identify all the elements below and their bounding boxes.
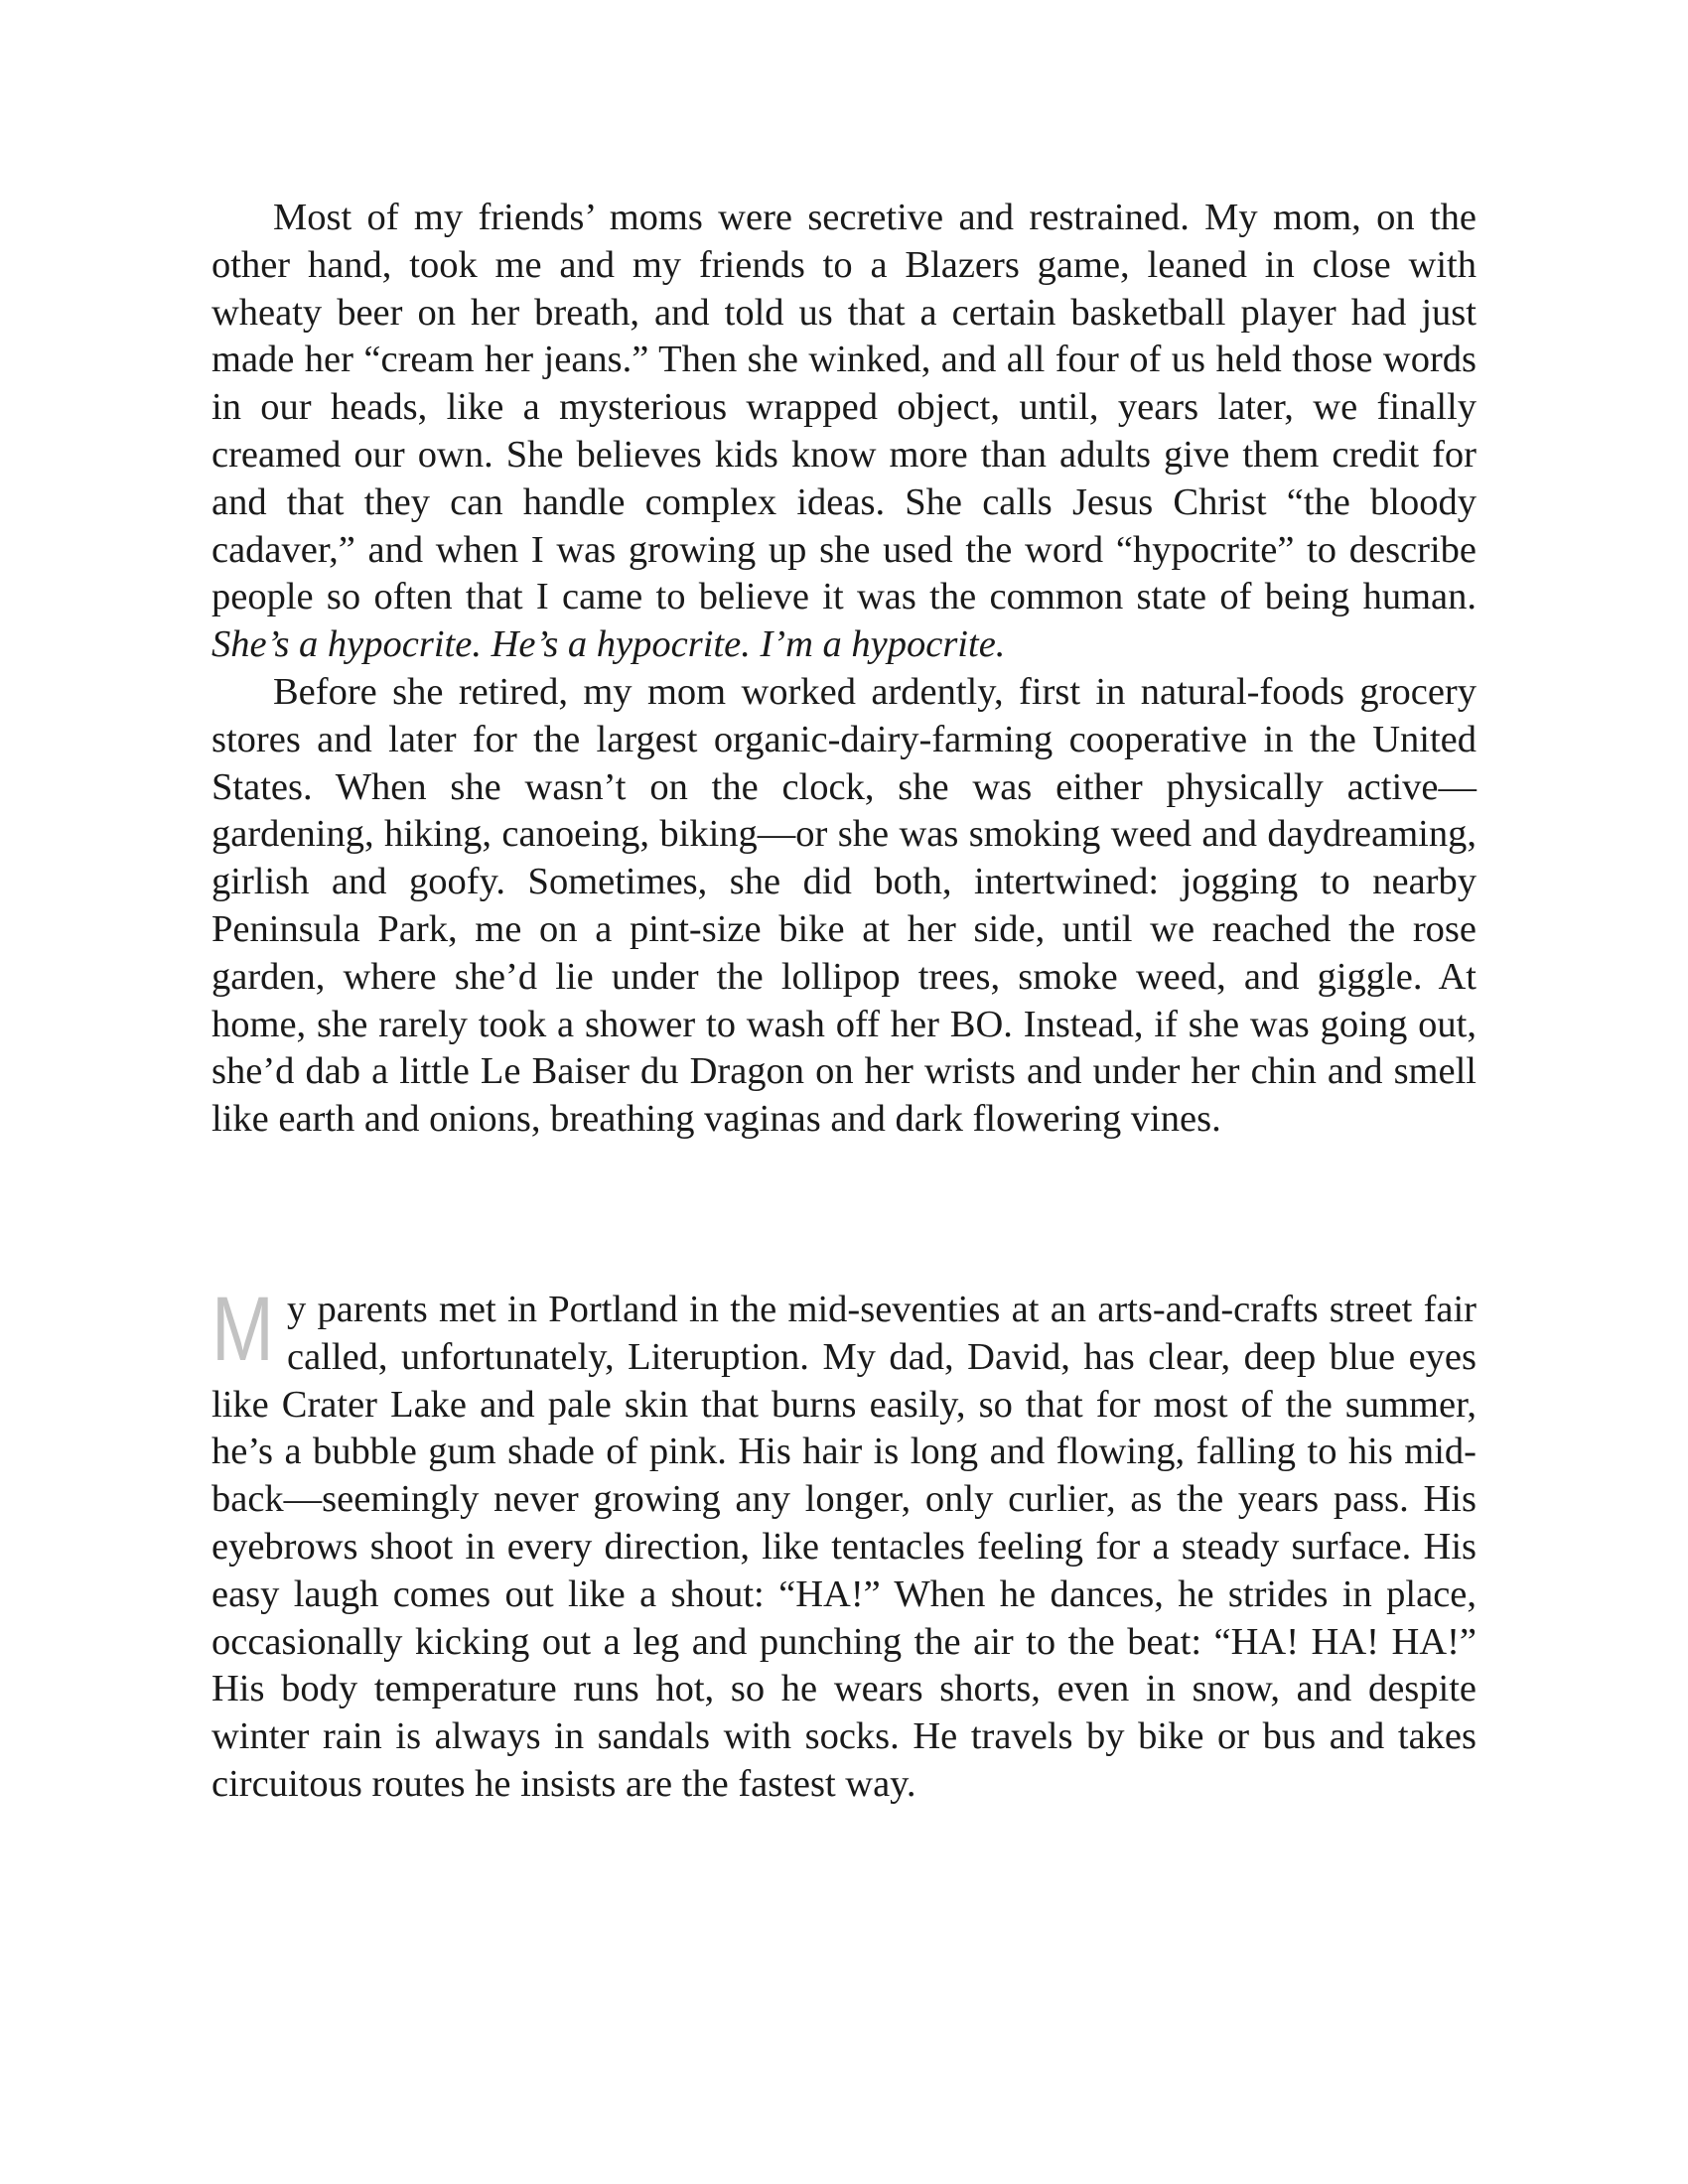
drop-cap-letter: M — [211, 1278, 274, 1380]
paragraph-parents-met — [211, 1278, 1477, 1809]
section-one — [211, 195, 1477, 1144]
italic-hypocrite-phrase: She’s a hypocrite. He’s a hypocrite. I’m a hypocrite. — [211, 623, 1006, 666]
paragraph-body: Before she retired, my mom worked ardently, first in natural-foods grocery stores and later for the largest organic-dairy-farming cooperative in the United States. When she wasn’t on the clock, she was either physically active—gardening, hiking, canoeing, biking—or she was smoking weed and daydreaming, girlish and goofy. Sometimes, she did both, intertwined: jogging to nearby Peninsula Park, me on a pint-size bike at her side, until we reached the rose garden, where she’d lie under the lollipop trees, smoke weed, and giggle. At home, she rarely took a shower to wash off her BO. Instead, if she was going out, she’d dab a little Le Baiser du Dragon on her wrists and under her chin and smell like earth and onions, breathing vaginas and dark flowering vines. — [211, 670, 1477, 1141]
book-page — [211, 195, 1477, 1809]
paragraph-mom-hypocrite — [211, 195, 1477, 669]
paragraph-body: y parents met in Portland in the mid-seventies at an arts-and-crafts street fair called, unfortunately, Literuption. My dad, David, has clear, deep blue eyes like Crater Lake and pale skin that burns easily, so that for most of the summer, he’s a bubble gum shade of pink. His hair is long and flowing, falling to his mid-back—seemingly never growing any longer, only curlier, as the years pass. His eyebrows shoot in every direction, like tentacles feeling for a steady surface. His easy laugh comes out like a shout: “HA!” When he dances, he strides in place, occasionally kicking out a leg and punching the air to the beat: “HA! HA! HA!” His body temperature runs hot, so he wears shorts, even in snow, and despite winter rain is always in sandals with socks. He travels by bike or bus and takes circuitous routes he insists are the fastest way. — [211, 1288, 1477, 1805]
paragraph-mom-work — [211, 669, 1477, 1144]
paragraph-body: Most of my friends’ moms were secretive and restrained. My mom, on the other hand, took me and my friends to a Blazers game, leaned in close with wheaty beer on her breath, and told us that a certain basketball player had just made her “cream her jeans.” Then she winked, and all four of us held those words in our heads, like a mysterious wrapped object, until, years later, we finally creamed our own. She believes kids know more than adults give them credit for and that they can handle complex ideas. She calls Jesus Christ “the bloody cadaver,” and when I was growing up she used the word “hypocrite” to describe people so often that I came to believe it was the common state of being human. — [211, 197, 1477, 618]
section-two — [211, 1278, 1477, 1809]
